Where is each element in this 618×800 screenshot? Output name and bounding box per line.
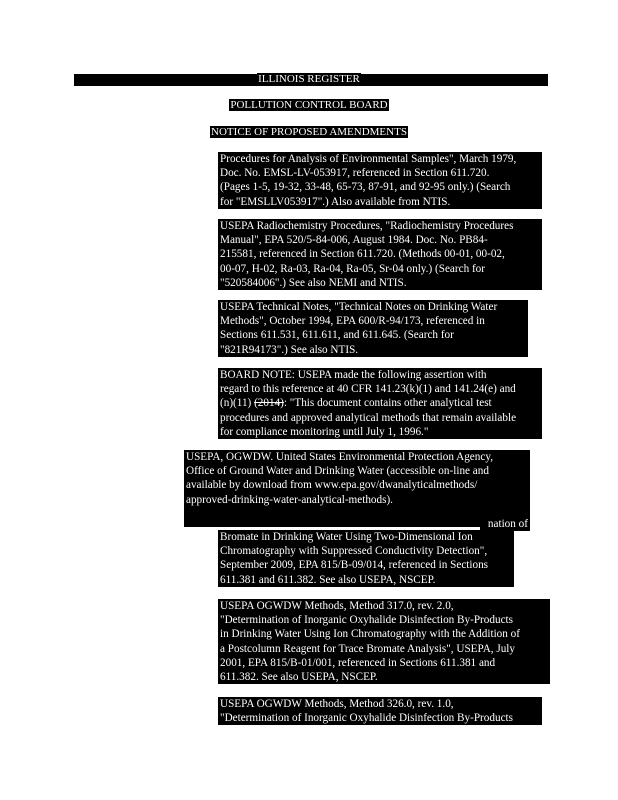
text-line: 215581, referenced in Section 611.720. (Methods 00-01, 00-02, <box>220 248 505 261</box>
text-fragment: : "This document contains other analytical test <box>283 397 492 410</box>
text-line: procedures and approved analytical methods that remain available <box>220 411 517 424</box>
text-line: approved-drinking-water-analytical-methods). <box>186 493 393 506</box>
board-title: POLLUTION CONTROL BOARD <box>230 99 388 111</box>
ogwdw-reference <box>184 450 530 527</box>
text-line: Doc. No. EMSL-LV-053917, referenced in Section 611.720. <box>220 167 490 180</box>
text-line: September 2009, EPA 815/B-09/014, referenced in Sections <box>220 559 489 572</box>
text-line: for compliance monitoring until July 1, 1996." <box>220 425 429 438</box>
text-line: USEPA Radiochemistry Procedures, "Radiochemistry Procedures <box>220 220 514 232</box>
text-line: 00-07, H-02, Ra-03, Ra-04, Ra-05, Sr-04 only.) (Search for <box>220 262 486 275</box>
text-line: USEPA, OGWDW. United States Environmental Protection Agency, <box>186 451 493 463</box>
text-line: in Drinking Water Using Ion Chromatography with the Addition of <box>220 628 520 641</box>
text-line: USEPA Technical Notes, "Technical Notes on Drinking Water <box>220 301 498 313</box>
text-line <box>220 396 540 410</box>
text-line: Chromatography with Suppressed Conductivity Detection", <box>220 545 488 558</box>
text-line: Office of Ground Water and Drinking Water (accessible on-line and <box>186 465 489 478</box>
notice-title: NOTICE OF PROPOSED AMENDMENTS <box>211 126 407 138</box>
technical-notes-reference <box>218 300 528 357</box>
text-line: Manual", EPA 520/5-84-006, August 1984. Doc. No. PB84- <box>220 234 488 247</box>
text-line: Procedures for Analysis of Environmental Samples", March 1979, <box>220 153 517 165</box>
text-line: "520584006".) See also NEMI and NTIS. <box>220 276 407 289</box>
text-line: Methods", October 1994, EPA 600/R-94/173, referenced in <box>220 315 485 328</box>
text-line: 2001, EPA 815/B-01/001, referenced in Sections 611.381 and <box>220 656 496 669</box>
text-line: USEPA OGWDW Methods, Method 317.0, rev. 2.0, <box>220 600 454 612</box>
board-note <box>218 368 542 439</box>
text-line: Sections 611.531, 611.611, and 611.645. (Search for <box>220 329 454 342</box>
text-line: 611.381 and 611.382. See also USEPA, NSCEP. <box>220 573 436 586</box>
register-title: ILLINOIS REGISTER <box>258 73 360 85</box>
text-line: regard to this reference at 40 CFR 141.23(k)(1) and 141.24(e) and <box>220 383 516 396</box>
text-line: 611.382. See also USEPA, NSCEP. <box>220 671 378 684</box>
deleted-text: (2014) <box>254 397 284 410</box>
text-line: BOARD NOTE: USEPA made the following assertion with <box>220 369 487 381</box>
emsl-reference <box>218 152 542 209</box>
bromate-reference <box>218 530 514 587</box>
method-326-reference <box>218 697 542 725</box>
text-line: a Postcolumn Reagent for Trace Bromate Analysis", USEPA, July <box>220 642 516 655</box>
method-317-reference <box>218 599 550 684</box>
text-line: (Pages 1-5, 19-32, 33-48, 65-73, 87-91, and 92-95 only.) (Search <box>220 181 511 194</box>
text-line: "821R94173".) See also NTIS. <box>220 343 359 356</box>
text-line: nation of <box>487 518 528 530</box>
text-line: "Determination of Inorganic Oxyhalide Disinfection By-Products <box>220 614 513 627</box>
radiochemistry-reference <box>218 219 542 290</box>
text-line: USEPA OGWDW Methods, Method 326.0, rev. 1.0, <box>220 698 454 710</box>
text-line: available by download from www.epa.gov/dwanalyticalmethods/ <box>186 479 478 492</box>
text-line: Bromate in Drinking Water Using Two-Dimensional Ion <box>220 531 473 543</box>
text-line: for "EMSLLV053917".) Also available from NTIS. <box>220 195 451 208</box>
obscured-line-fragment <box>480 517 530 531</box>
text-fragment: (n)(11) <box>220 397 255 410</box>
text-line: "Determination of Inorganic Oxyhalide Disinfection By-Products <box>220 712 513 725</box>
